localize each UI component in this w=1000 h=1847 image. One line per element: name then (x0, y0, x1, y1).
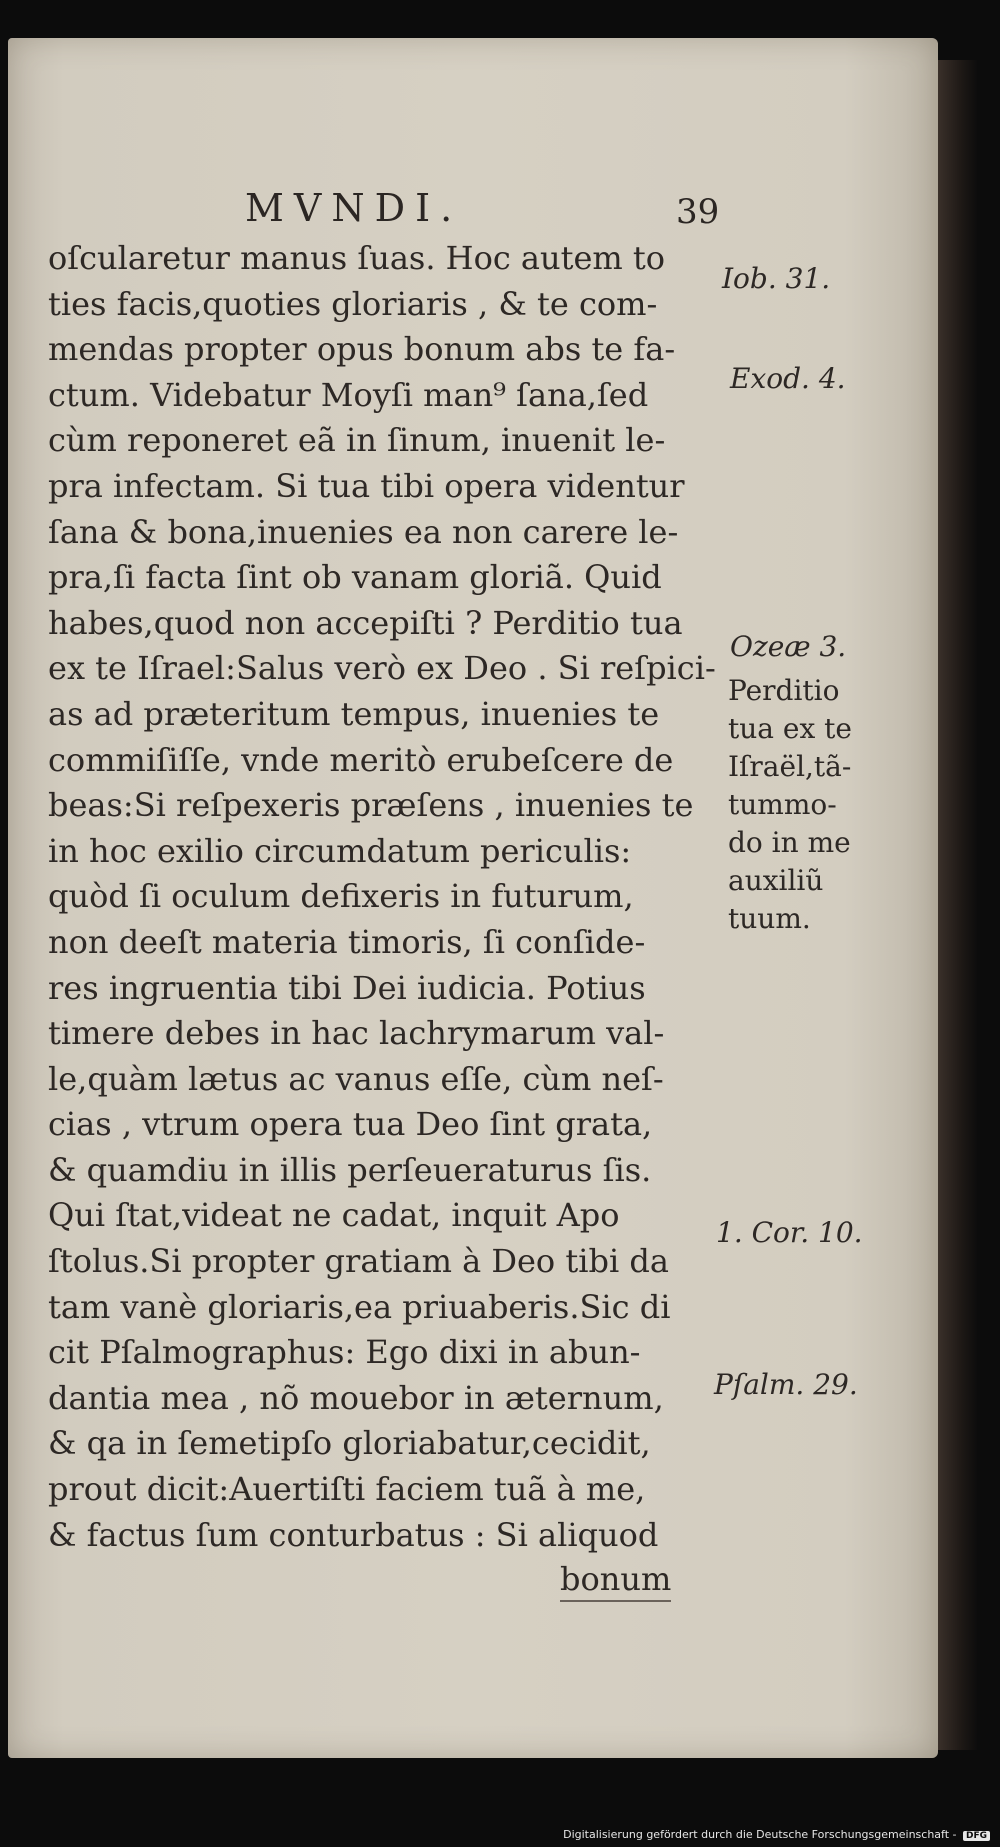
body-line: quòd ſi oculum defixeris in futurum, (48, 877, 634, 916)
margin-gloss-line: tuum. (728, 902, 811, 935)
body-line: dantia mea , nõ mouebor in æternum, (48, 1378, 664, 1417)
body-line: oſcularetur manus ſuas. Hoc autem to (48, 239, 666, 277)
catchword: bonum (560, 1560, 671, 1602)
body-line: & factus ſum conturbatus : Si aliquod (48, 1515, 659, 1554)
margin-note-ozee: Ozeæ 3. (730, 630, 847, 663)
margin-note-cor: 1. Cor. 10. (716, 1216, 863, 1249)
margin-gloss-line: tummo- (728, 788, 837, 821)
body-line: habes,quod non accepiſti ? Perditio tua (48, 603, 683, 642)
body-line: ties facis,quoties gloriaris , & te com- (48, 284, 658, 323)
digitization-credit (563, 1828, 990, 1841)
body-line: res ingruentia tibi Dei iudicia. Potius (48, 968, 646, 1007)
margin-gloss-line: Perditio (728, 674, 840, 707)
body-line: tam vanè gloriaris,ea priuaberis.Sic di (48, 1287, 671, 1326)
margin-note-exod: Exod. 4. (730, 362, 846, 395)
body-line: as ad præteritum tempus, inuenies te (48, 694, 660, 733)
body-line: & qa in ſemetipſo gloriabatur,cecidit, (48, 1424, 651, 1463)
body-line: pra,ſi facta ſint ob vanam gloriã. Quid (48, 558, 662, 597)
body-line: cias , vtrum opera tua Deo ſint grata, (48, 1105, 653, 1144)
body-line: beas:Si reſpexeris præſens , inuenies te (48, 786, 694, 825)
body-line: ſana & bona,inuenies ea non carere le- (48, 512, 679, 551)
credit-text: Digitalisierung gefördert durch die Deutsche Forschungsgemeinschaft - (563, 1828, 957, 1841)
body-line: Qui ſtat,videat ne cadat, inquit Apo (48, 1196, 620, 1235)
margin-gloss (728, 672, 852, 938)
running-head: MVNDI. (245, 186, 463, 230)
margin-note-job: Iob. 31. (722, 262, 831, 295)
body-line: in hoc exilio circumdatum periculis: (48, 831, 632, 870)
page-edge (938, 60, 978, 1750)
page-number: 39 (676, 192, 720, 232)
body-line: le,quàm lætus ac vanus eſſe, cùm neſ- (48, 1059, 664, 1098)
margin-gloss-line: Iſraël,tã- (728, 750, 852, 783)
body-line: ctum. Videbatur Moyſi man⁹ ſana,ſed (48, 375, 649, 414)
body-line: cit Pſalmographus: Ego dixi in abun- (48, 1333, 641, 1372)
body-line: mendas propter opus bonum abs te fa- (48, 330, 676, 369)
body-line: non deeſt materia timoris, ſi conſide- (48, 922, 646, 961)
margin-gloss-line: do in me (728, 826, 851, 859)
dfg-logo: DFG (963, 1831, 990, 1841)
body-line: timere debes in hac lachrymarum val- (48, 1014, 665, 1053)
body-line: prout dicit:Auertiſti faciem tuã à me, (48, 1470, 646, 1509)
body-line: & quamdiu in illis perſeueraturus ſis. (48, 1150, 652, 1189)
body-line: ex te Iſrael:Salus verò ex Deo . Si reſpici- (48, 649, 716, 688)
margin-gloss-line: tua ex te (728, 712, 852, 745)
body-line: commiſiſſe, vnde meritò erubeſcere de (48, 740, 674, 779)
margin-gloss-line: auxiliũ (728, 864, 824, 897)
body-text (48, 236, 718, 1558)
body-line: cùm reponeret eã in ſinum, inuenit le- (48, 421, 666, 460)
body-line: pra infectam. Si tua tibi opera videntur (48, 466, 685, 505)
body-line: ſtolus.Si propter gratiam à Deo tibi da (48, 1242, 669, 1281)
margin-note-psalm: Pſalm. 29. (714, 1368, 858, 1401)
